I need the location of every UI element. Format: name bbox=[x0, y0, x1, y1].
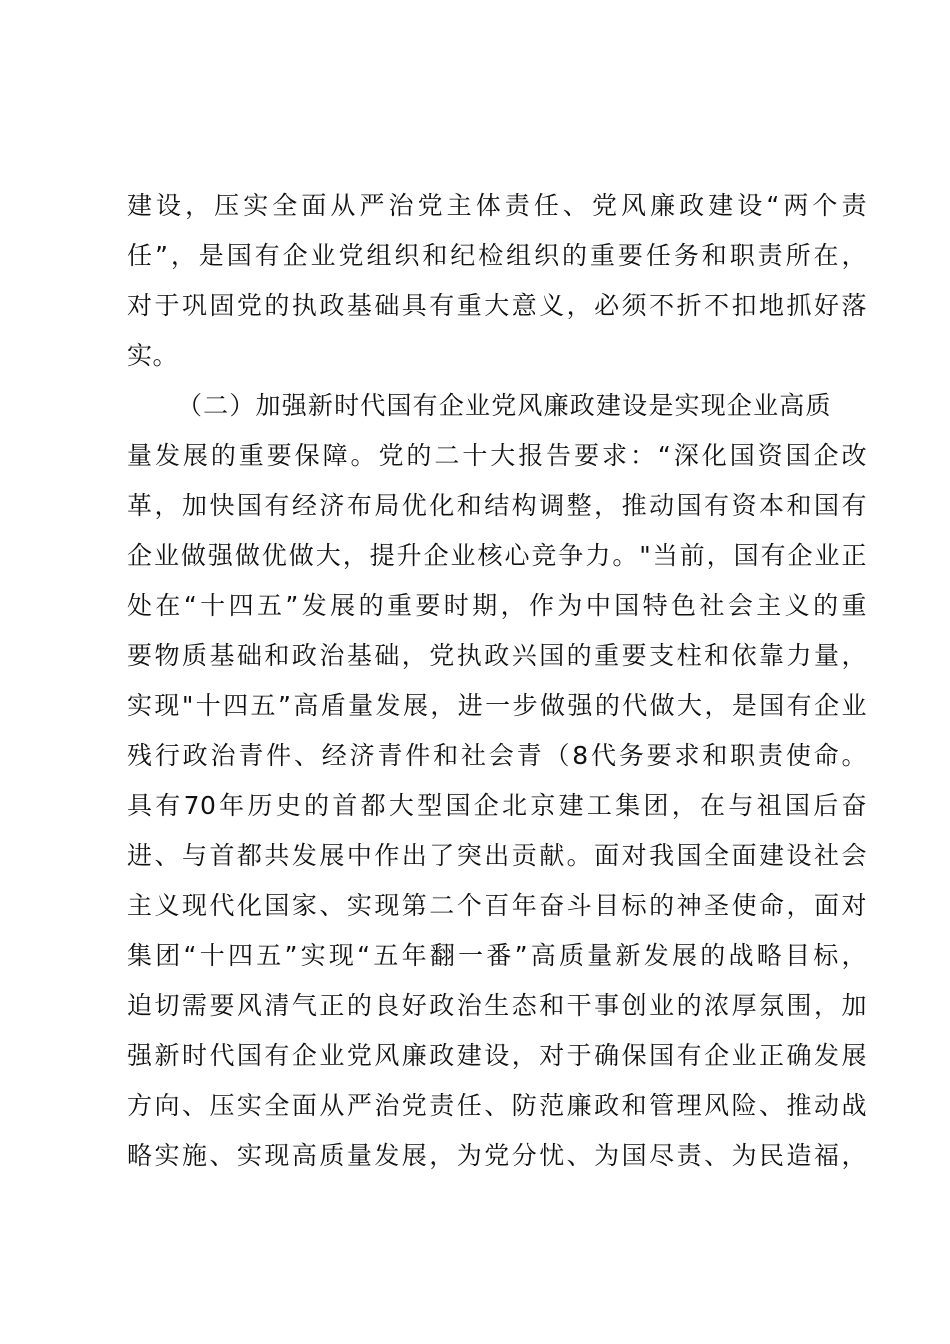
text-line-14: 进、与首都共发展中作出了突出贡献。面对我国全面建设社会 bbox=[127, 841, 867, 870]
text-line-11: 实现"十四五”高盾量发展，进一步做强的代做大，是国有企业 bbox=[127, 691, 867, 720]
text-line-19: 方向、压实全面从严治党责任、防范廉政和管理风险、推动战 bbox=[127, 1091, 867, 1120]
text-line-9: 处在“十四五”发展的重要时期，作为中国特色社会主义的重 bbox=[127, 591, 867, 620]
text-line-18: 强新时代国有企业党风廉政建设，对于确保国有企业正确发展 bbox=[127, 1041, 867, 1070]
text-line-13: 具有70年历史的首都大型国企北京建工集团，在与祖国后奋 bbox=[127, 791, 867, 820]
text-line-3: 对于巩固党的执政基础具有重大意义，必须不折不扣地抓好落 bbox=[127, 291, 867, 320]
text-line-5: （二）加强新时代国有企业党风廉政建设是实现企业高质 bbox=[177, 391, 831, 420]
text-line-8: 企业做强做优做大，提升企业核心竞争力。"当前，国有企业正 bbox=[127, 541, 867, 570]
text-line-17: 迫切需要风清气正的良好政治生态和干事创业的浓厚氛围，加 bbox=[127, 991, 867, 1020]
text-line-7: 革，加快国有经济布局优化和结构调整，推动国有资本和国有 bbox=[127, 491, 867, 520]
text-line-1: 建设，压实全面从严治党主体责任、党风廉政建设“两个责 bbox=[127, 191, 867, 220]
text-line-6: 量发展的重要保障。党的二十大报告要求：“深化国资国企改 bbox=[127, 441, 867, 470]
text-line-15: 主义现代化国家、实现第二个百年奋斗目标的神圣使命，面对 bbox=[127, 891, 867, 920]
text-line-2: 任”，是国有企业党组织和纪检组织的重要任务和职责所在， bbox=[127, 241, 867, 270]
text-line-20: 略实施、实现高质量发展，为党分忧、为国尽责、为民造福， bbox=[127, 1141, 867, 1170]
text-line-10: 要物质基础和政治基础，党执政兴国的重要支柱和依靠力量， bbox=[127, 641, 867, 670]
text-line-16: 集团“十四五”实现“五年翻一番”高质量新发展的战略目标， bbox=[127, 941, 867, 970]
text-line-12: 残行政治青件、经济青件和社会青（8代务要求和职责使命。 bbox=[127, 741, 867, 770]
text-line-4: 实。 bbox=[127, 341, 179, 370]
